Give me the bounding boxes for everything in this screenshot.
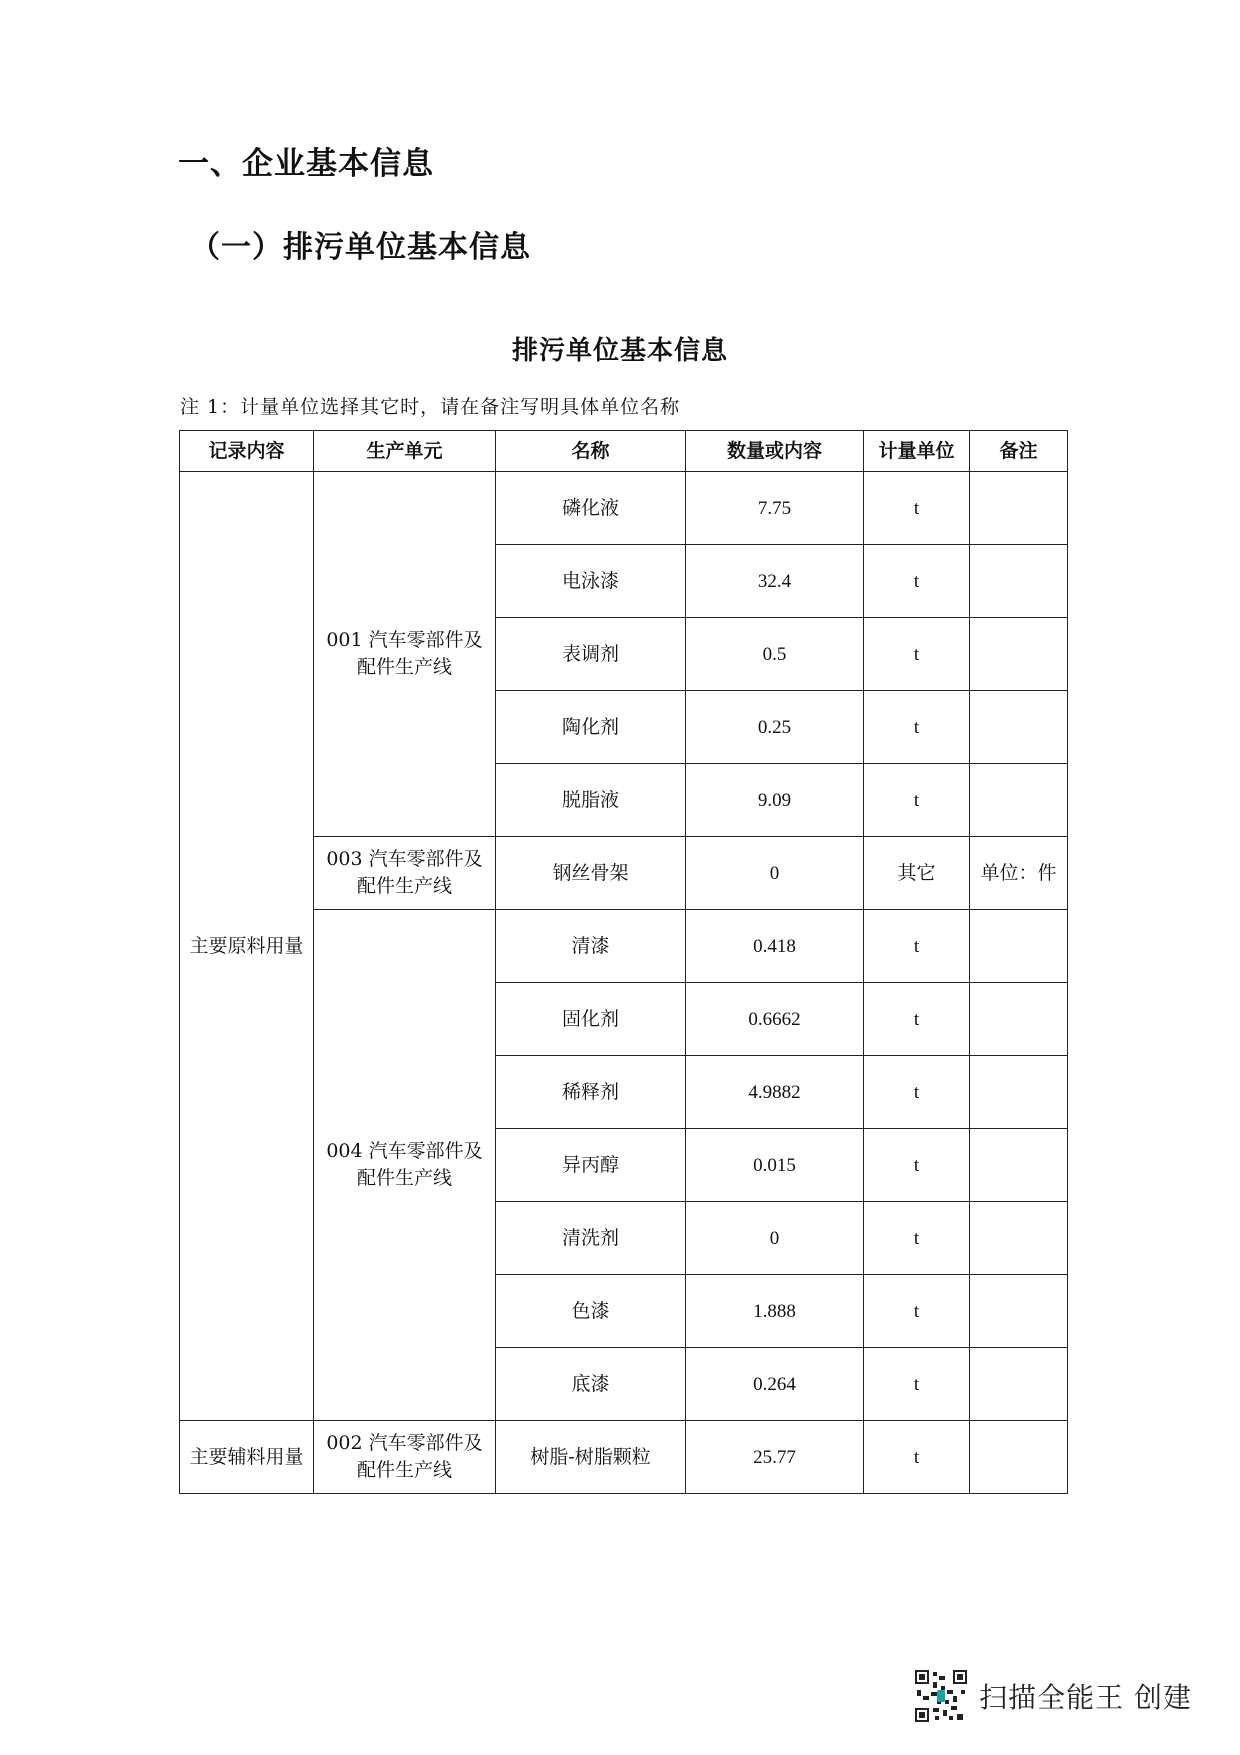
unit-004-cell: 004 汽车零部件及配件生产线 — [314, 910, 496, 1421]
measure-unit: t — [864, 1129, 970, 1202]
measure-unit: t — [864, 472, 970, 545]
qr-code-icon — [913, 1668, 969, 1724]
remark — [970, 1056, 1068, 1129]
table-row — [180, 1421, 1068, 1494]
unit-003-cell: 003 汽车零部件及配件生产线 — [314, 837, 496, 910]
remark — [970, 1421, 1068, 1494]
remark — [970, 1202, 1068, 1275]
remark — [970, 764, 1068, 837]
material-name: 陶化剂 — [496, 691, 686, 764]
header-name: 名称 — [496, 431, 686, 472]
table-row — [180, 837, 1068, 910]
measure-unit: t — [864, 545, 970, 618]
quantity: 0.015 — [686, 1129, 864, 1202]
pollutant-unit-table — [179, 430, 1068, 1494]
header-unit: 生产单元 — [314, 431, 496, 472]
table-title: 排污单位基本信息 — [511, 336, 728, 366]
quantity: 0 — [686, 837, 864, 910]
measure-unit: t — [864, 1348, 970, 1421]
measure-unit: t — [864, 1202, 970, 1275]
quantity: 1.888 — [686, 1275, 864, 1348]
remark — [970, 1129, 1068, 1202]
material-name: 清洗剂 — [496, 1202, 686, 1275]
unit-002-cell: 002 汽车零部件及配件生产线 — [314, 1421, 496, 1494]
quantity: 32.4 — [686, 545, 864, 618]
material-name: 脱脂液 — [496, 764, 686, 837]
quantity: 0.5 — [686, 618, 864, 691]
material-name: 固化剂 — [496, 983, 686, 1056]
remark: 单位：件 — [970, 837, 1068, 910]
scanner-brand-text: 扫描全能王 创建 — [979, 1681, 1192, 1714]
material-name: 色漆 — [496, 1275, 686, 1348]
header-measure: 计量单位 — [864, 431, 970, 472]
remark — [970, 1348, 1068, 1421]
quantity: 0.418 — [686, 910, 864, 983]
record-main-cell: 主要原料用量 — [180, 472, 314, 1421]
header-quantity: 数量或内容 — [686, 431, 864, 472]
header-remark: 备注 — [970, 431, 1068, 472]
quantity: 7.75 — [686, 472, 864, 545]
material-name: 钢丝骨架 — [496, 837, 686, 910]
remark — [970, 545, 1068, 618]
material-name: 异丙醇 — [496, 1129, 686, 1202]
material-name: 表调剂 — [496, 618, 686, 691]
measure-unit: t — [864, 691, 970, 764]
measure-unit: t — [864, 618, 970, 691]
measure-unit: t — [864, 764, 970, 837]
measure-unit: 其它 — [864, 837, 970, 910]
quantity: 9.09 — [686, 764, 864, 837]
quantity: 4.9882 — [686, 1056, 864, 1129]
material-name: 稀释剂 — [496, 1056, 686, 1129]
table-row — [180, 910, 1068, 983]
measure-unit: t — [864, 1421, 970, 1494]
scanner-watermark — [913, 1668, 1192, 1724]
quantity: 0.6662 — [686, 983, 864, 1056]
measure-unit: t — [864, 910, 970, 983]
measure-unit: t — [864, 983, 970, 1056]
measure-unit: t — [864, 1056, 970, 1129]
record-aux-cell: 主要辅料用量 — [180, 1421, 314, 1494]
table-note: 注 1：计量单位选择其它时，请在备注写明具体单位名称 — [180, 396, 681, 418]
material-name: 电泳漆 — [496, 545, 686, 618]
subsection-heading: （一）排污单位基本信息 — [190, 230, 531, 265]
table-header-row — [180, 431, 1068, 472]
quantity: 25.77 — [686, 1421, 864, 1494]
table-row — [180, 472, 1068, 545]
quantity: 0 — [686, 1202, 864, 1275]
material-name: 树脂-树脂颗粒 — [496, 1421, 686, 1494]
quantity: 0.25 — [686, 691, 864, 764]
remark — [970, 910, 1068, 983]
remark — [970, 1275, 1068, 1348]
unit-001-cell: 001 汽车零部件及配件生产线 — [314, 472, 496, 837]
measure-unit: t — [864, 1275, 970, 1348]
remark — [970, 472, 1068, 545]
section-heading: 一、企业基本信息 — [178, 146, 434, 182]
remark — [970, 983, 1068, 1056]
quantity: 0.264 — [686, 1348, 864, 1421]
material-name: 磷化液 — [496, 472, 686, 545]
material-name: 清漆 — [496, 910, 686, 983]
remark — [970, 618, 1068, 691]
remark — [970, 691, 1068, 764]
material-name: 底漆 — [496, 1348, 686, 1421]
header-record: 记录内容 — [180, 431, 314, 472]
